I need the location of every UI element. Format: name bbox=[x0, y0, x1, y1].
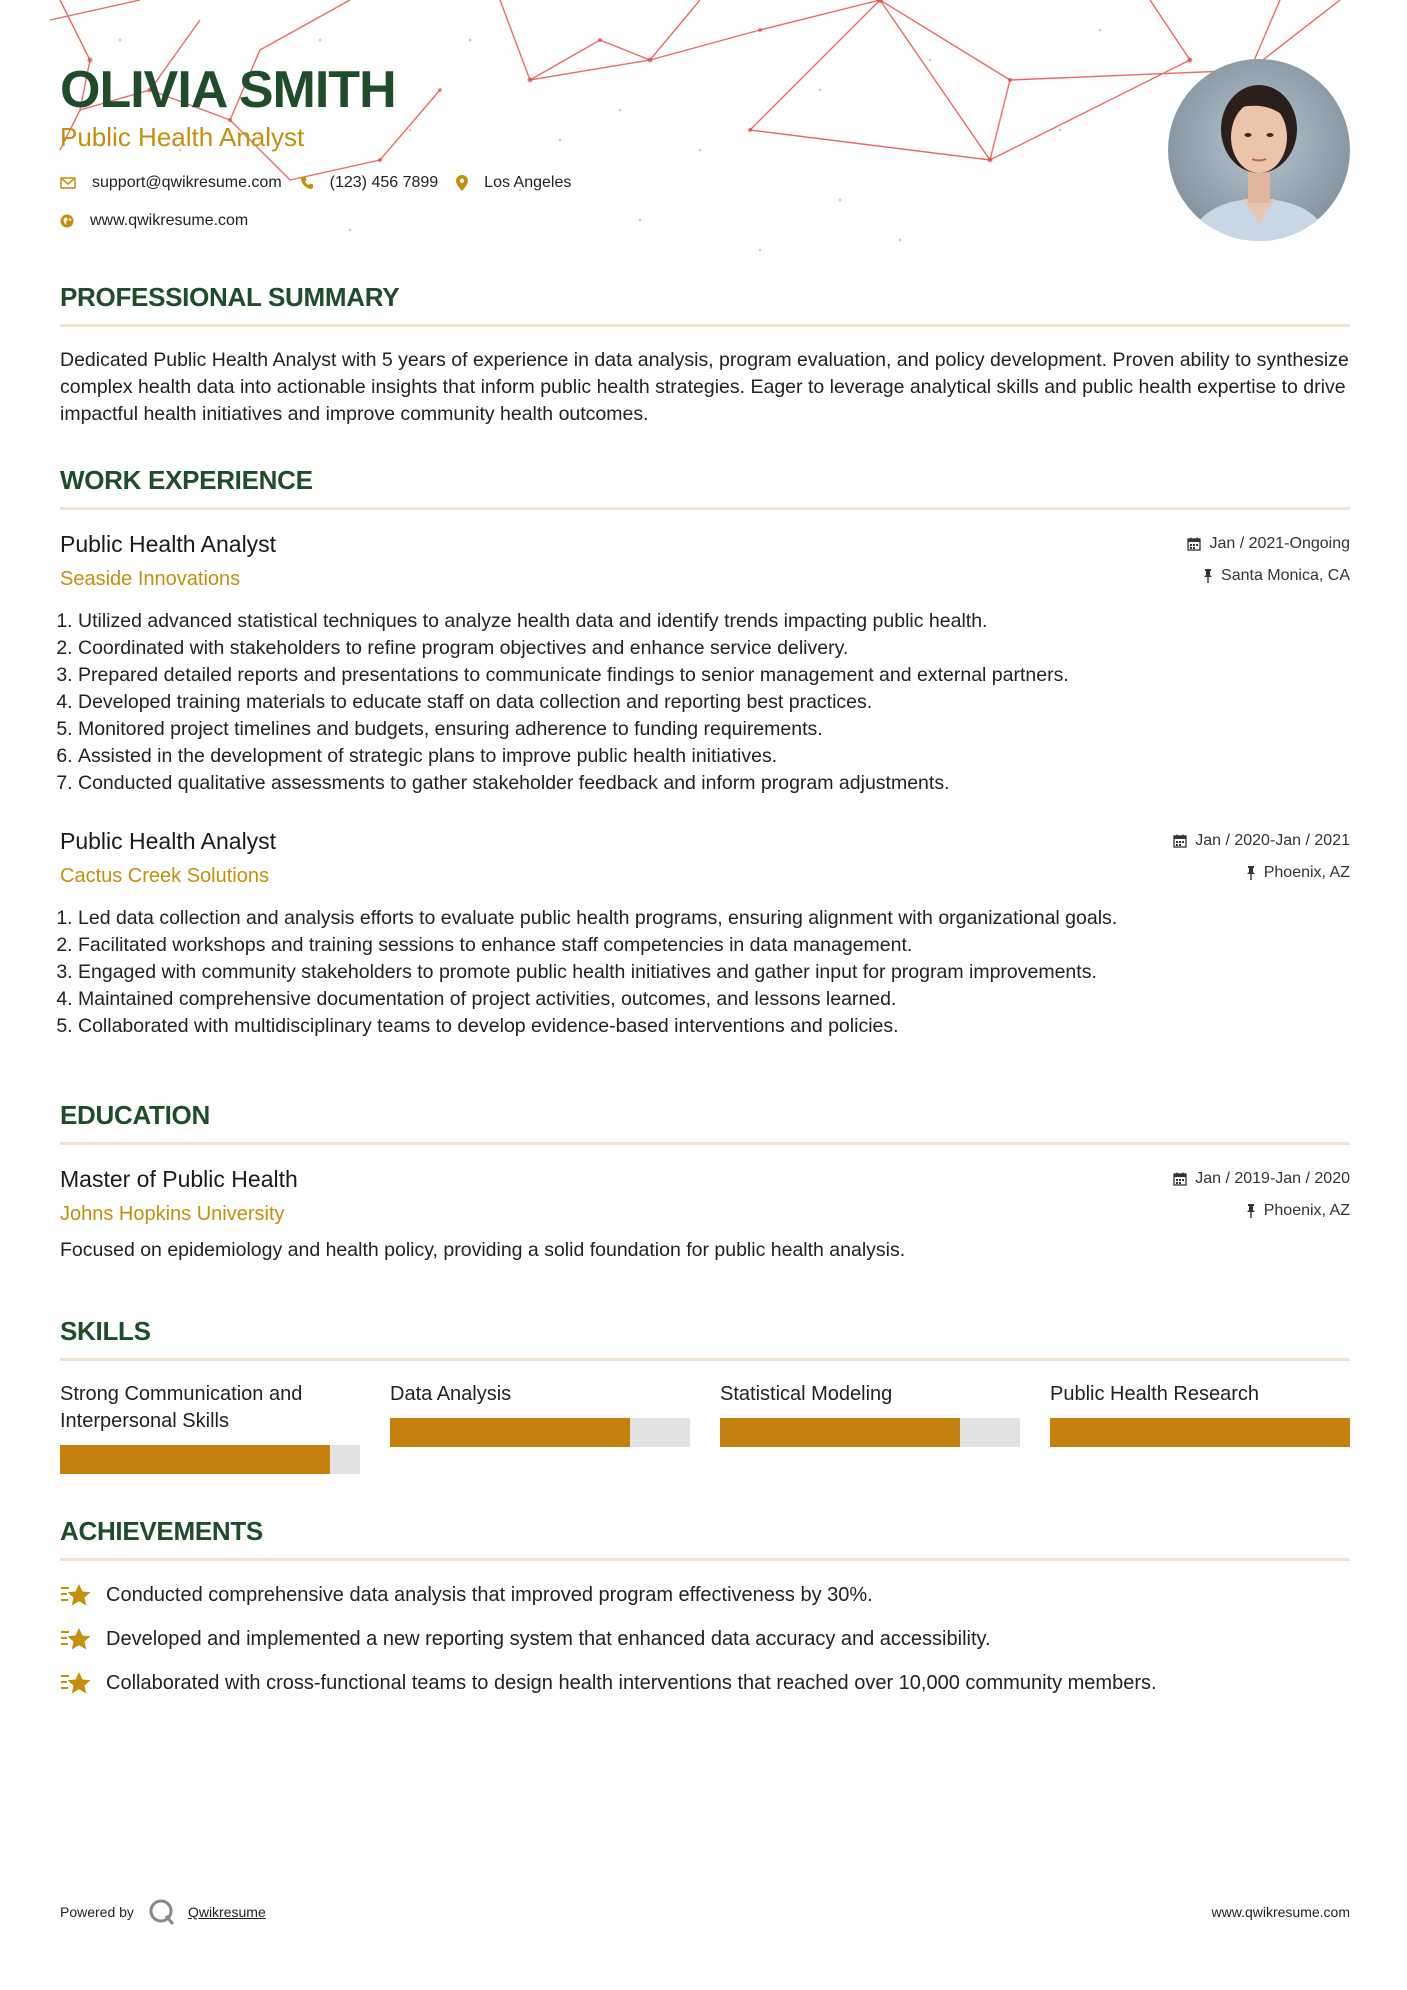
globe-icon bbox=[60, 214, 74, 228]
list-item bbox=[60, 1581, 1350, 1609]
list-item: 3. Engaged with community stakeholders to promote public health initiatives and gather input for program improvements. bbox=[78, 959, 1350, 986]
powered-by-label: Powered by bbox=[60, 1904, 134, 1920]
contact-email[interactable] bbox=[60, 174, 282, 192]
skill-bar bbox=[60, 1445, 360, 1474]
calendar-icon bbox=[1187, 537, 1201, 551]
skill-item bbox=[60, 1381, 360, 1474]
section-divider bbox=[60, 1558, 1350, 1561]
job-dates-text: Jan / 2021-Ongoing bbox=[1209, 535, 1350, 552]
pushpin-icon bbox=[1246, 866, 1256, 880]
brand-link[interactable]: Qwikresume bbox=[187, 1904, 266, 1920]
footer bbox=[60, 1898, 1350, 1926]
footer-website[interactable]: www.qwikresume.com bbox=[1211, 1904, 1350, 1920]
pushpin-icon bbox=[1203, 569, 1213, 583]
achievement-text: Developed and implemented a new reporting system that enhanced data accuracy and accessibility. bbox=[106, 1628, 991, 1650]
job-bullets bbox=[60, 905, 1350, 1040]
list-item: 7. Conducted qualitative assessments to gather stakeholder feedback and inform program adjustments. bbox=[78, 770, 1350, 797]
job-meta bbox=[1173, 829, 1350, 893]
qwikresume-logo-icon bbox=[148, 1898, 176, 1926]
resume-header bbox=[60, 60, 1160, 230]
phone-icon bbox=[300, 176, 314, 190]
job-role: Public Health Analyst bbox=[60, 531, 277, 557]
list-item: 4. Maintained comprehensive documentation of project activities, outcomes, and lessons learned. bbox=[78, 986, 1350, 1013]
skills-section bbox=[60, 1316, 1350, 1474]
list-item: 2. Coordinated with stakeholders to refine program objectives and enhance service delivery. bbox=[78, 635, 1350, 662]
skill-name: Public Health Research bbox=[1050, 1383, 1259, 1405]
list-item: 1. Utilized advanced statistical techniques to analyze health data and identify trends impacting public health. bbox=[78, 608, 1350, 635]
contact-row bbox=[60, 174, 1160, 192]
skill-bar-fill bbox=[60, 1445, 330, 1474]
skill-item bbox=[1050, 1381, 1350, 1474]
degree: Master of Public Health bbox=[60, 1166, 298, 1192]
skill-item bbox=[720, 1381, 1020, 1474]
list-item: 4. Developed training materials to educate staff on data collection and reporting best practices. bbox=[78, 689, 1350, 716]
job-dates-text: Jan / 2020-Jan / 2021 bbox=[1195, 832, 1350, 849]
skill-bar-fill bbox=[390, 1418, 630, 1447]
job-location bbox=[1187, 564, 1350, 588]
contact-website[interactable] bbox=[60, 212, 248, 230]
contact-row-website bbox=[60, 212, 1160, 230]
skill-name: Statistical Modeling bbox=[720, 1383, 893, 1405]
calendar-icon bbox=[1173, 1172, 1187, 1186]
job-meta bbox=[1187, 532, 1350, 596]
job-company: Seaside Innovations bbox=[60, 568, 241, 590]
skill-bar bbox=[390, 1418, 690, 1447]
school: Johns Hopkins University bbox=[60, 1203, 285, 1225]
education-dates bbox=[1173, 1167, 1350, 1191]
summary-heading: PROFESSIONAL SUMMARY bbox=[60, 282, 400, 312]
list-item: 2. Facilitated workshops and training sessions to enhance staff competencies in data management. bbox=[78, 932, 1350, 959]
job-entry bbox=[60, 827, 1350, 1040]
profile-photo bbox=[1168, 59, 1350, 241]
section-divider bbox=[60, 507, 1350, 510]
achievements-heading: ACHIEVEMENTS bbox=[60, 1516, 263, 1546]
summary-text: Dedicated Public Health Analyst with 5 years of experience in data analysis, program evaluation, and policy development. Proven ability to synthesize complex health data into actionable insights that inform public health strategies. Eager to leverage analytical skills and public health expertise to drive impactful health initiatives and improve community health outcomes. bbox=[60, 349, 1349, 425]
education-description: Focused on epidemiology and health policy, providing a solid foundation for public health analysis. bbox=[60, 1239, 906, 1261]
skill-bar bbox=[1050, 1418, 1350, 1447]
skill-name: Data Analysis bbox=[390, 1383, 512, 1405]
star-icon bbox=[60, 1582, 92, 1608]
contact-phone[interactable] bbox=[300, 174, 439, 192]
skill-bar bbox=[720, 1418, 1020, 1447]
experience-heading: WORK EXPERIENCE bbox=[60, 465, 313, 495]
job-dates bbox=[1187, 532, 1350, 556]
list-item bbox=[60, 1669, 1350, 1697]
phone-text: (123) 456 7899 bbox=[329, 174, 439, 191]
job-company: Cactus Creek Solutions bbox=[60, 865, 269, 887]
location-text: Los Angeles bbox=[484, 174, 572, 191]
skill-name: Strong Communication and Interpersonal Skills bbox=[60, 1383, 303, 1432]
candidate-title: Public Health Analyst bbox=[60, 122, 305, 152]
star-icon bbox=[60, 1670, 92, 1696]
education-entry bbox=[60, 1165, 1350, 1264]
skill-bar-fill bbox=[720, 1418, 960, 1447]
list-item: 1. Led data collection and analysis efforts to evaluate public health programs, ensuring alignment with organizational goals. bbox=[78, 905, 1350, 932]
pushpin-icon bbox=[1246, 1204, 1256, 1218]
map-pin-icon bbox=[456, 175, 468, 191]
section-divider bbox=[60, 1142, 1350, 1145]
skill-bar-fill bbox=[1050, 1418, 1350, 1447]
website-text: www.qwikresume.com bbox=[90, 212, 249, 229]
calendar-icon bbox=[1173, 834, 1187, 848]
email-text: support@qwikresume.com bbox=[92, 174, 282, 191]
achievement-text: Collaborated with cross-functional teams to design health interventions that reached over 10,000 community members. bbox=[106, 1672, 1157, 1694]
section-divider bbox=[60, 1358, 1350, 1361]
candidate-name: OLIVIA SMITH bbox=[60, 61, 396, 119]
job-entry bbox=[60, 530, 1350, 797]
footer-branding bbox=[60, 1898, 266, 1926]
section-divider bbox=[60, 324, 1350, 327]
star-icon bbox=[60, 1626, 92, 1652]
education-dates-text: Jan / 2019-Jan / 2020 bbox=[1195, 1170, 1350, 1187]
experience-section bbox=[60, 465, 1350, 1040]
education-meta bbox=[1173, 1167, 1350, 1231]
list-item: 5. Collaborated with multidisciplinary teams to develop evidence-based interventions and policies. bbox=[78, 1013, 1350, 1040]
list-item: 6. Assisted in the development of strategic plans to improve public health initiatives. bbox=[78, 743, 1350, 770]
list-item bbox=[60, 1625, 1350, 1653]
list-item: 3. Prepared detailed reports and presentations to communicate findings to senior management and external partners. bbox=[78, 662, 1350, 689]
achievements-list bbox=[60, 1581, 1350, 1697]
envelope-icon bbox=[60, 177, 76, 189]
education-heading: EDUCATION bbox=[60, 1100, 210, 1130]
job-location-text: Phoenix, AZ bbox=[1263, 864, 1350, 881]
achievements-section bbox=[60, 1516, 1350, 1713]
contact-location bbox=[456, 174, 571, 192]
job-role: Public Health Analyst bbox=[60, 828, 277, 854]
list-item: 5. Monitored project timelines and budgets, ensuring adherence to funding requirements. bbox=[78, 716, 1350, 743]
summary-section bbox=[60, 282, 1350, 428]
avatar bbox=[1168, 59, 1350, 241]
achievement-text: Conducted comprehensive data analysis that improved program effectiveness by 30%. bbox=[106, 1584, 873, 1606]
job-location-text: Santa Monica, CA bbox=[1221, 567, 1350, 584]
education-section bbox=[60, 1100, 1350, 1264]
job-dates bbox=[1173, 829, 1350, 853]
education-location-text: Phoenix, AZ bbox=[1263, 1202, 1350, 1219]
skill-item bbox=[390, 1381, 690, 1474]
education-location bbox=[1173, 1199, 1350, 1223]
job-location bbox=[1173, 861, 1350, 885]
job-bullets bbox=[60, 608, 1350, 797]
skills-grid bbox=[60, 1381, 1350, 1474]
skills-heading: SKILLS bbox=[60, 1316, 151, 1346]
